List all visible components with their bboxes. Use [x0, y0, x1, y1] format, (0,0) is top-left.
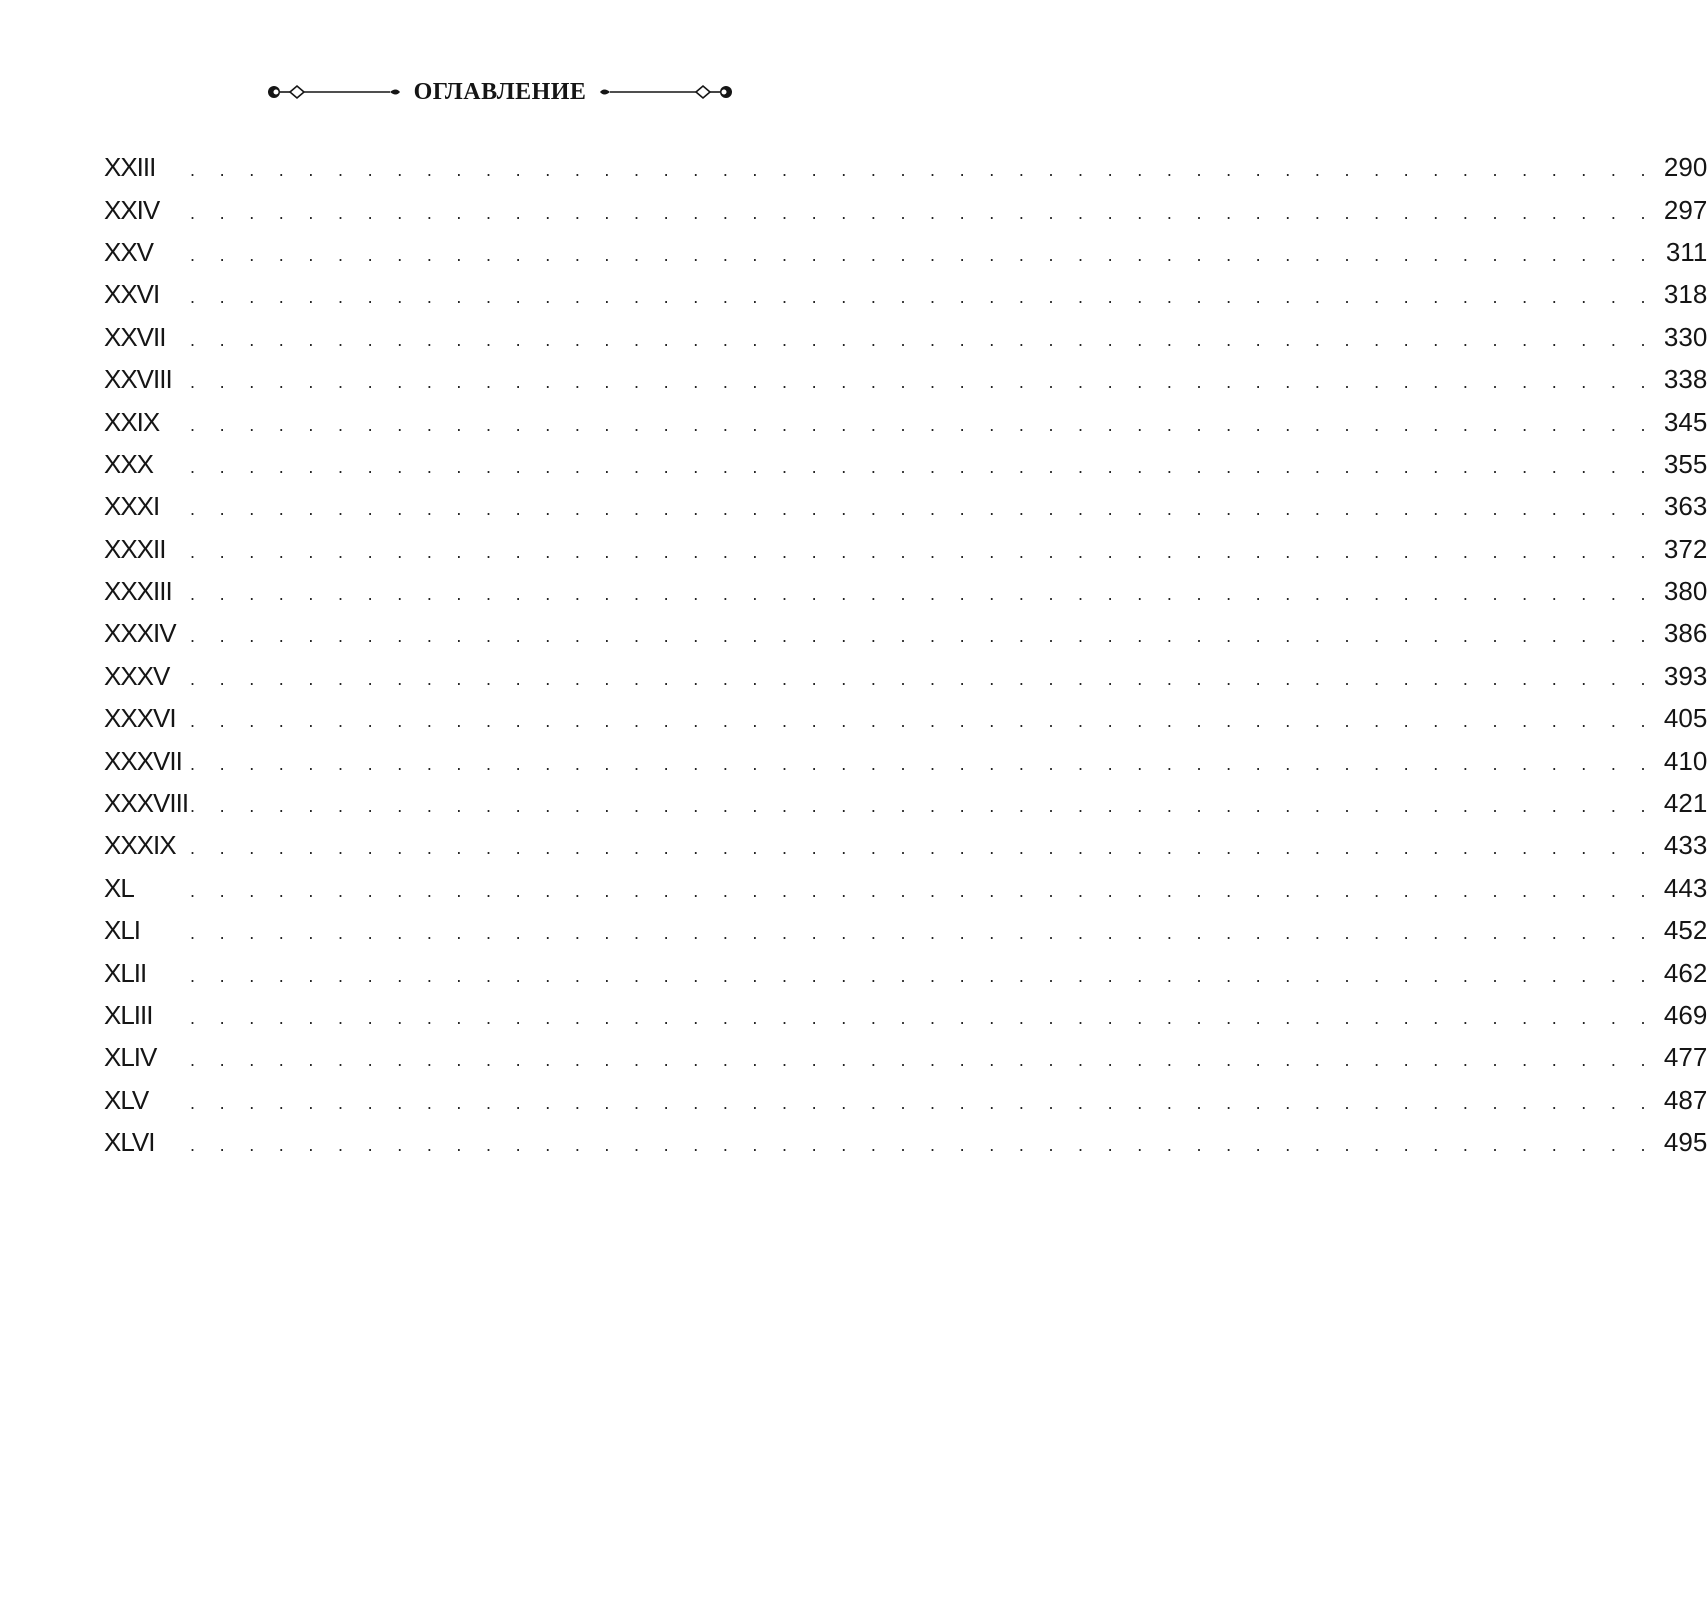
page-number: 386: [1663, 618, 1707, 649]
dot-leader: . . . . . . . . . . . . . . . . . . . . . . . . . . . . . . . . . . . . . . . . . . . . . . . . . .: [190, 796, 1656, 817]
dot-leader: . . . . . . . . . . . . . . . . . . . . . . . . . . . . . . . . . . . . . . . . . . . . . . . . . .: [190, 244, 1656, 265]
toc-entry: [104, 739, 1707, 781]
dot-leader: . . . . . . . . . . . . . . . . . . . . . . . . . . . . . . . . . . . . . . . . . . . . . . . . . .: [190, 456, 1656, 477]
page-number: 363: [1663, 491, 1707, 522]
chapter-number: XLIV: [104, 1042, 157, 1073]
chapter-number: XLV: [104, 1084, 149, 1115]
dot-leader: . . . . . . . . . . . . . . . . . . . . . . . . . . . . . . . . . . . . . . . . . . . . . . . . . .: [190, 287, 1656, 308]
toc-entry: [104, 612, 1707, 654]
dot-leader: . . . . . . . . . . . . . . . . . . . . . . . . . . . . . . . . . . . . . . . . . . . . . . . . . .: [190, 499, 1656, 520]
toc-entry: [104, 146, 1707, 188]
toc-entry: [104, 824, 1707, 866]
chapter-number: XXXIII: [104, 576, 172, 607]
toc-entry: [104, 1121, 1707, 1163]
chapter-number: XXIII: [104, 152, 156, 183]
toc-entry: [104, 655, 1707, 697]
toc-entry: [104, 485, 1707, 527]
toc-entry: [104, 951, 1707, 993]
chapter-number: XXXVIII: [104, 788, 189, 819]
toc-entry: [104, 867, 1707, 909]
toc-entry: [104, 188, 1707, 230]
page-title: ОГЛАВЛЕНИЕ: [413, 78, 587, 105]
dot-leader: . . . . . . . . . . . . . . . . . . . . . . . . . . . . . . . . . . . . . . . . . . . . . . . . . .: [190, 626, 1656, 647]
dot-leader: . . . . . . . . . . . . . . . . . . . . . . . . . . . . . . . . . . . . . . . . . . . . . . . . . .: [190, 965, 1656, 986]
dot-leader: . . . . . . . . . . . . . . . . . . . . . . . . . . . . . . . . . . . . . . . . . . . . . . . . . .: [190, 1135, 1656, 1156]
toc-entry: [104, 400, 1707, 442]
page-header: [0, 72, 1000, 112]
page-number: 372: [1663, 533, 1707, 564]
toc-entry: [104, 273, 1707, 315]
page-number: 410: [1663, 745, 1707, 776]
chapter-number: XLI: [104, 915, 141, 946]
page-number: 290: [1663, 152, 1707, 183]
page-number: 355: [1663, 448, 1707, 479]
page-number: 393: [1663, 660, 1707, 691]
page-number: 297: [1663, 194, 1707, 225]
toc-entry: [104, 231, 1707, 273]
chapter-number: XXVI: [104, 279, 160, 310]
page-number: 443: [1663, 872, 1707, 903]
left-ornament-icon: [264, 80, 404, 104]
table-of-contents: [104, 146, 1707, 1163]
dot-leader: . . . . . . . . . . . . . . . . . . . . . . . . . . . . . . . . . . . . . . . . . . . . . . . . . .: [190, 711, 1656, 732]
page-number: 405: [1663, 703, 1707, 734]
page-number: 495: [1663, 1127, 1707, 1158]
dot-leader: . . . . . . . . . . . . . . . . . . . . . . . . . . . . . . . . . . . . . . . . . . . . . . . . . .: [190, 584, 1656, 605]
chapter-number: XXXIV: [104, 618, 176, 649]
page-number: 311: [1665, 236, 1707, 267]
page-number: 433: [1663, 830, 1707, 861]
toc-entry: [104, 782, 1707, 824]
toc-entry: [104, 697, 1707, 739]
chapter-number: XXXVI: [104, 703, 176, 734]
dot-leader: . . . . . . . . . . . . . . . . . . . . . . . . . . . . . . . . . . . . . . . . . . . . . . . . . .: [190, 838, 1656, 859]
page-number: 318: [1663, 279, 1707, 310]
dot-leader: . . . . . . . . . . . . . . . . . . . . . . . . . . . . . . . . . . . . . . . . . . . . . . . . . .: [190, 753, 1656, 774]
page-number: 462: [1663, 957, 1707, 988]
chapter-number: XXXV: [104, 660, 170, 691]
page-number: 421: [1663, 788, 1707, 819]
toc-entry: [104, 443, 1707, 485]
chapter-number: XXVII: [104, 321, 166, 352]
toc-entry: [104, 358, 1707, 400]
page-number: 469: [1663, 1000, 1707, 1030]
chapter-number: XXIV: [104, 194, 160, 225]
dot-leader: . . . . . . . . . . . . . . . . . . . . . . . . . . . . . . . . . . . . . . . . . . . . . . . . . .: [190, 1092, 1656, 1113]
dot-leader: . . . . . . . . . . . . . . . . . . . . . . . . . . . . . . . . . . . . . . . . . . . . . . . . . .: [190, 541, 1656, 562]
chapter-number: XLVI: [104, 1127, 155, 1158]
toc-entry: [104, 528, 1707, 570]
toc-entry: [104, 1079, 1707, 1121]
toc-entry: [104, 1036, 1707, 1078]
toc-entry: [104, 994, 1707, 1036]
chapter-number: XXXI: [104, 491, 160, 522]
toc-entry: [104, 909, 1707, 951]
page-number: 380: [1663, 576, 1707, 607]
page-number: 345: [1663, 406, 1707, 437]
page-number: 477: [1663, 1042, 1707, 1073]
chapter-number: XLII: [104, 957, 147, 988]
dot-leader: . . . . . . . . . . . . . . . . . . . . . . . . . . . . . . . . . . . . . . . . . . . . . . . . . .: [190, 668, 1656, 689]
dot-leader: . . . . . . . . . . . . . . . . . . . . . . . . . . . . . . . . . . . . . . . . . . . . . . . . . .: [190, 202, 1656, 223]
toc-entry: [104, 570, 1707, 612]
page-number: 452: [1663, 915, 1707, 946]
chapter-number: XL: [104, 872, 134, 903]
dot-leader: . . . . . . . . . . . . . . . . . . . . . . . . . . . . . . . . . . . . . . . . . . . . . . . . . .: [190, 923, 1656, 944]
page-number: 487: [1663, 1084, 1707, 1115]
page-number: 338: [1663, 364, 1707, 395]
chapter-number: XLIII: [104, 1000, 153, 1030]
dot-leader: . . . . . . . . . . . . . . . . . . . . . . . . . . . . . . . . . . . . . . . . . . . . . . . . . .: [190, 1008, 1656, 1028]
dot-leader: . . . . . . . . . . . . . . . . . . . . . . . . . . . . . . . . . . . . . . . . . . . . . . . . . .: [190, 160, 1656, 181]
toc-entry: [104, 316, 1707, 358]
right-ornament-icon: [596, 80, 736, 104]
dot-leader: . . . . . . . . . . . . . . . . . . . . . . . . . . . . . . . . . . . . . . . . . . . . . . . . . .: [190, 329, 1656, 350]
chapter-number: XXIX: [104, 406, 160, 437]
dot-leader: . . . . . . . . . . . . . . . . . . . . . . . . . . . . . . . . . . . . . . . . . . . . . . . . . .: [190, 880, 1656, 901]
chapter-number: XXXIX: [104, 830, 176, 861]
chapter-number: XXXII: [104, 533, 166, 564]
chapter-number: XXVIII: [104, 364, 172, 395]
dot-leader: . . . . . . . . . . . . . . . . . . . . . . . . . . . . . . . . . . . . . . . . . . . . . . . . . .: [190, 414, 1656, 435]
dot-leader: . . . . . . . . . . . . . . . . . . . . . . . . . . . . . . . . . . . . . . . . . . . . . . . . . .: [190, 372, 1656, 393]
chapter-number: XXXVII: [104, 745, 182, 776]
chapter-number: XXX: [104, 448, 154, 479]
chapter-number: XXV: [104, 236, 154, 267]
page-number: 330: [1663, 321, 1707, 352]
dot-leader: . . . . . . . . . . . . . . . . . . . . . . . . . . . . . . . . . . . . . . . . . . . . . . . . . .: [190, 1050, 1656, 1071]
